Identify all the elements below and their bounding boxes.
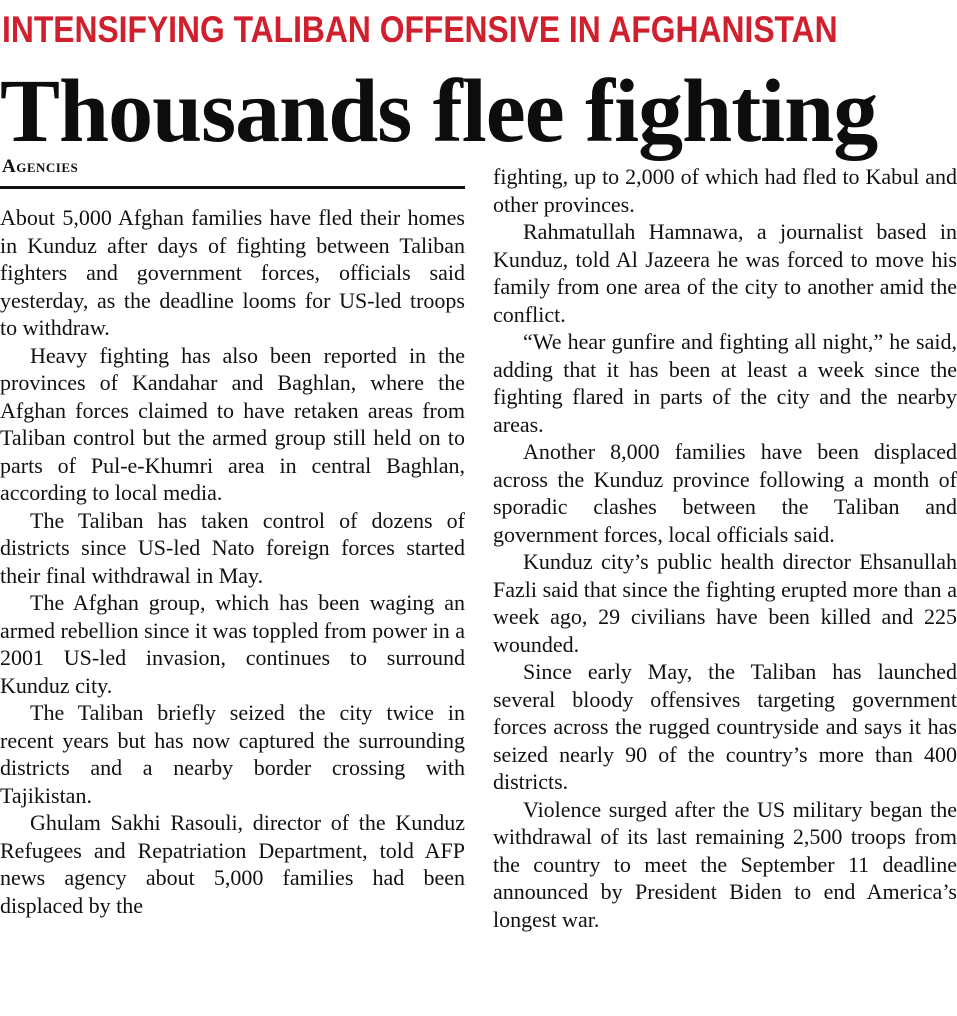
paragraph: About 5,000 Afghan families have fled their homes in Kunduz after days of fighting between Taliban fighters and government forces, officials said yesterday, as the deadline looms for US-led troops to withdraw. bbox=[0, 205, 465, 340]
byline-rule bbox=[0, 186, 465, 189]
article-kicker: INTENSIFYING TALIBAN OFFENSIVE IN AFGHANISTAN bbox=[2, 9, 838, 50]
article-headline: Thousands flee fighting bbox=[0, 62, 878, 161]
paragraph: “We hear gunfire and fighting all night,” he said, adding that it has been at least a week since the fighting flared in parts of the city and the nearby areas. bbox=[493, 329, 957, 437]
paragraph: fighting, up to 2,000 of which had fled to Kabul and other provinces. bbox=[493, 164, 957, 217]
paragraph: Ghulam Sakhi Rasouli, director of the Kunduz Refugees and Repatriation Department, told AFP news agency about 5,000 families had been displaced by the bbox=[0, 810, 465, 918]
article-column-2 bbox=[493, 163, 957, 933]
paragraph: Heavy fighting has also been reported in the provinces of Kandahar and Baghlan, where the Afghan forces claimed to have retaken areas from Taliban control but the armed group still held on to parts of Pul-e-Khumri area in central Baghlan, according to local media. bbox=[0, 342, 465, 505]
article-column-1 bbox=[0, 204, 465, 919]
paragraph: Kunduz city’s public health director Ehsanullah Fazli said that since the fighting erupted more than a week ago, 29 civilians have been killed and 225 wounded. bbox=[493, 549, 957, 657]
paragraph: Another 8,000 families have been displaced across the Kunduz province following a month of sporadic clashes between the Taliban and government forces, local officials said. bbox=[493, 439, 957, 547]
article-byline: Agencies bbox=[2, 156, 79, 177]
paragraph: The Taliban has taken control of dozens of districts since US-led Nato foreign forces started their final withdrawal in May. bbox=[0, 507, 465, 588]
paragraph: Rahmatullah Hamnawa, a journalist based in Kunduz, told Al Jazeera he was forced to move his family from one area of the city to another amid the conflict. bbox=[493, 219, 957, 327]
paragraph: Since early May, the Taliban has launched several bloody offensives targeting government forces across the rugged countryside and says it has seized nearly 90 of the country’s more than 400 districts. bbox=[493, 659, 957, 794]
paragraph: Violence surged after the US military began the withdrawal of its last remaining 2,500 troops from the country to meet the September 11 deadline announced by President Biden to end America’s longest war. bbox=[493, 796, 957, 932]
paragraph: The Afghan group, which has been waging an armed rebellion since it was toppled from power in a 2001 US-led invasion, continues to surround Kunduz city. bbox=[0, 590, 465, 698]
paragraph: The Taliban briefly seized the city twice in recent years but has now captured the surrounding districts and a nearby border crossing with Tajikistan. bbox=[0, 700, 465, 808]
